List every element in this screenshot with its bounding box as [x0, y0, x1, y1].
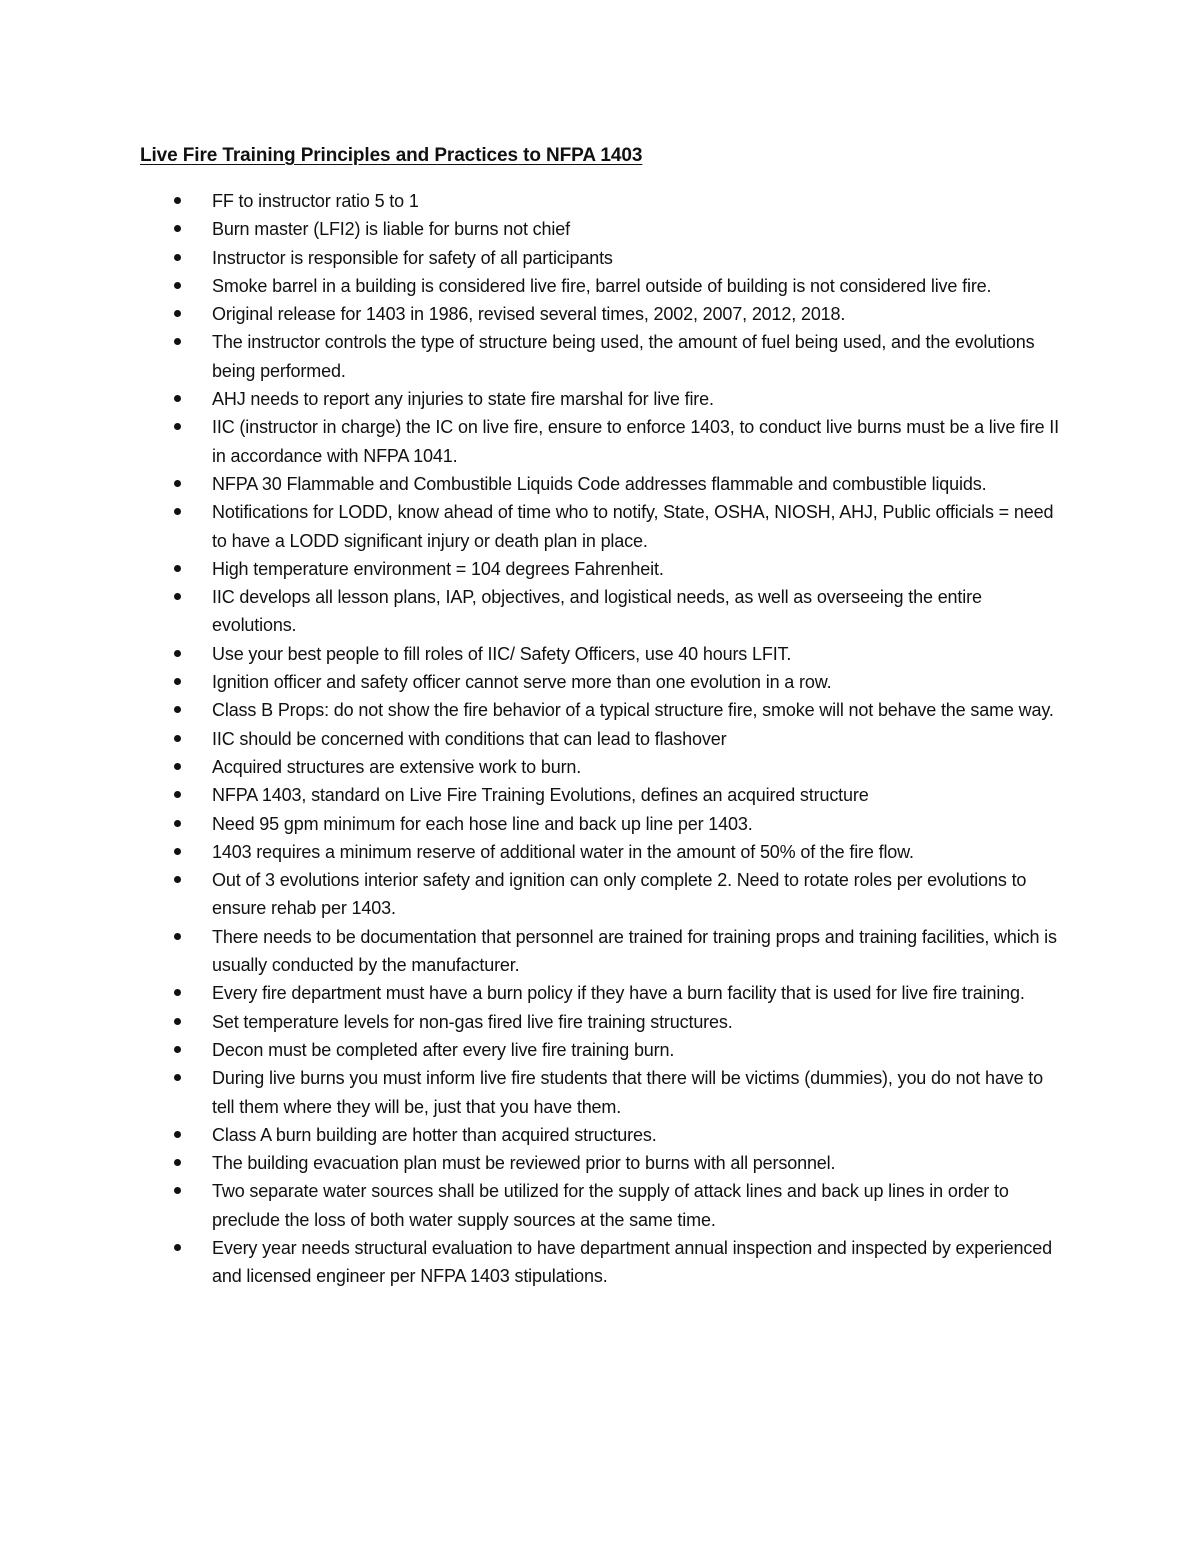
list-item	[140, 272, 1070, 300]
list-item-text: FF to instructor ratio 5 to 1	[212, 191, 419, 211]
list-item-text: Class B Props: do not show the fire behavior of a typical structure fire, smoke will not behave the same way.	[212, 700, 1054, 721]
list-item	[140, 753, 1070, 781]
list-item-text: IIC (instructor in charge) the IC on live fire, ensure to enforce 1403, to conduct live burns must be a live fire II in accordance with NFPA 1041.	[212, 417, 1060, 466]
list-item-text: The instructor controls the type of structure being used, the amount of fuel being used, and the evolutions being performed.	[212, 332, 1035, 381]
list-item-text: AHJ needs to report any injuries to state fire marshal for live fire.	[212, 389, 714, 410]
list-item	[140, 328, 1070, 385]
list-item-text: The building evacuation plan must be reviewed prior to burns with all personnel.	[212, 1153, 836, 1174]
bullet-icon	[174, 254, 181, 261]
list-item-text: Two separate water sources shall be utilized for the supply of attack lines and back up lines in order to preclude the loss of both water supply sources at the same time.	[212, 1181, 1009, 1230]
list-item	[140, 555, 1070, 583]
list-item-text: Out of 3 evolutions interior safety and ignition can only complete 2. Need to rotate roles per evolutions to ensure rehab per 1403.	[212, 870, 1027, 919]
list-item	[140, 979, 1070, 1007]
bullet-icon	[174, 1187, 181, 1194]
bullet-icon	[174, 423, 181, 430]
list-item	[140, 1149, 1070, 1177]
bullet-icon	[174, 706, 181, 713]
list-item	[140, 583, 1070, 640]
list-item	[140, 498, 1070, 555]
bullet-icon	[174, 650, 181, 657]
list-item-text: Notifications for LODD, know ahead of time who to notify, State, OSHA, NIOSH, AHJ, Public officials = need to have a LODD significant injury or death plan in place.	[212, 502, 1054, 551]
list-item	[140, 187, 1070, 215]
list-item	[140, 470, 1070, 498]
bullet-icon	[174, 989, 181, 996]
bullet-icon	[174, 1244, 181, 1251]
list-item	[140, 244, 1070, 272]
bullet-icon	[174, 508, 181, 515]
list-item-text: During live burns you must inform live fire students that there will be victims (dummies), you do not have to tell them where they will be, just that you have them.	[212, 1068, 1044, 1117]
list-item-text: High temperature environment = 104 degrees Fahrenheit.	[212, 558, 664, 579]
bullet-icon	[174, 933, 181, 940]
list-item-text: Ignition officer and safety officer cannot serve more than one evolution in a row.	[212, 672, 832, 693]
list-item	[140, 923, 1070, 980]
list-item-text: Use your best people to fill roles of IIC/ Safety Officers, use 40 hours LFIT.	[212, 643, 792, 664]
list-item-text: Need 95 gpm minimum for each hose line and back up line per 1403.	[212, 813, 753, 834]
document-title: Live Fire Training Principles and Practices to NFPA 1403	[140, 145, 643, 166]
bullet-list	[140, 187, 1070, 1291]
list-item-text: Every fire department must have a burn policy if they have a burn facility that is used for live fire training.	[212, 983, 1025, 1004]
bullet-icon	[174, 593, 181, 600]
bullet-icon	[174, 282, 181, 289]
list-item-text: Every year needs structural evaluation to have department annual inspection and inspected by experienced and licensed engineer per NFPA 1403 stipulations.	[212, 1237, 1052, 1287]
bullet-icon	[174, 1018, 181, 1025]
list-item	[140, 215, 1070, 243]
bullet-icon	[174, 197, 181, 204]
list-item	[140, 1177, 1070, 1234]
bullet-icon	[174, 480, 181, 487]
bullet-icon	[174, 1159, 181, 1166]
list-item-text: IIC should be concerned with conditions that can lead to flashover	[212, 728, 727, 749]
list-item	[140, 413, 1070, 470]
list-item-text: Acquired structures are extensive work to burn.	[212, 756, 582, 777]
list-item-text: Instructor is responsible for safety of all participants	[212, 247, 613, 268]
list-item	[140, 810, 1070, 838]
bullet-icon	[174, 338, 181, 345]
list-item-text: Decon must be completed after every live fire training burn.	[212, 1039, 675, 1060]
list-item	[140, 1234, 1070, 1291]
list-item-text: NFPA 30 Flammable and Combustible Liquids Code addresses flammable and combustible liquids.	[212, 473, 987, 494]
list-item	[140, 300, 1070, 328]
list-item-text: There needs to be documentation that personnel are trained for training props and training facilities, which is usually conducted by the manufacturer.	[212, 926, 1057, 976]
bullet-icon	[174, 395, 181, 402]
list-item-text: 1403 requires a minimum reserve of additional water in the amount of 50% of the fire flow.	[212, 841, 914, 862]
list-item	[140, 385, 1070, 413]
list-item	[140, 1121, 1070, 1149]
bullet-icon	[174, 225, 181, 232]
list-item	[140, 866, 1070, 923]
bullet-icon	[174, 820, 181, 827]
list-item-text: Burn master (LFI2) is liable for burns not chief	[212, 219, 570, 240]
bullet-icon	[174, 763, 181, 770]
list-item	[140, 640, 1070, 668]
list-item	[140, 668, 1070, 696]
bullet-icon	[174, 791, 181, 798]
bullet-icon	[174, 876, 181, 883]
list-item	[140, 1036, 1070, 1064]
list-item	[140, 1064, 1070, 1121]
list-item	[140, 781, 1070, 809]
list-item-text: Original release for 1403 in 1986, revised several times, 2002, 2007, 2012, 2018.	[212, 304, 846, 325]
bullet-icon	[174, 848, 181, 855]
list-item	[140, 838, 1070, 866]
list-item	[140, 725, 1070, 753]
list-item	[140, 696, 1070, 724]
bullet-icon	[174, 1131, 181, 1138]
list-item-text: NFPA 1403, standard on Live Fire Training Evolutions, defines an acquired structure	[212, 785, 869, 806]
bullet-icon	[174, 1074, 181, 1081]
list-item-text: IIC develops all lesson plans, IAP, objectives, and logistical needs, as well as overseeing the entire evolutions.	[212, 587, 982, 636]
list-item-text: Set temperature levels for non-gas fired live fire training structures.	[212, 1011, 733, 1032]
bullet-icon	[174, 678, 181, 685]
list-item-text: Class A burn building are hotter than acquired structures.	[212, 1124, 657, 1145]
list-item-text: Smoke barrel in a building is considered live fire, barrel outside of building is not considered live fire.	[212, 275, 992, 296]
bullet-icon	[174, 735, 181, 742]
bullet-icon	[174, 565, 181, 572]
bullet-icon	[174, 310, 181, 317]
bullet-icon	[174, 1046, 181, 1053]
list-item	[140, 1008, 1070, 1036]
